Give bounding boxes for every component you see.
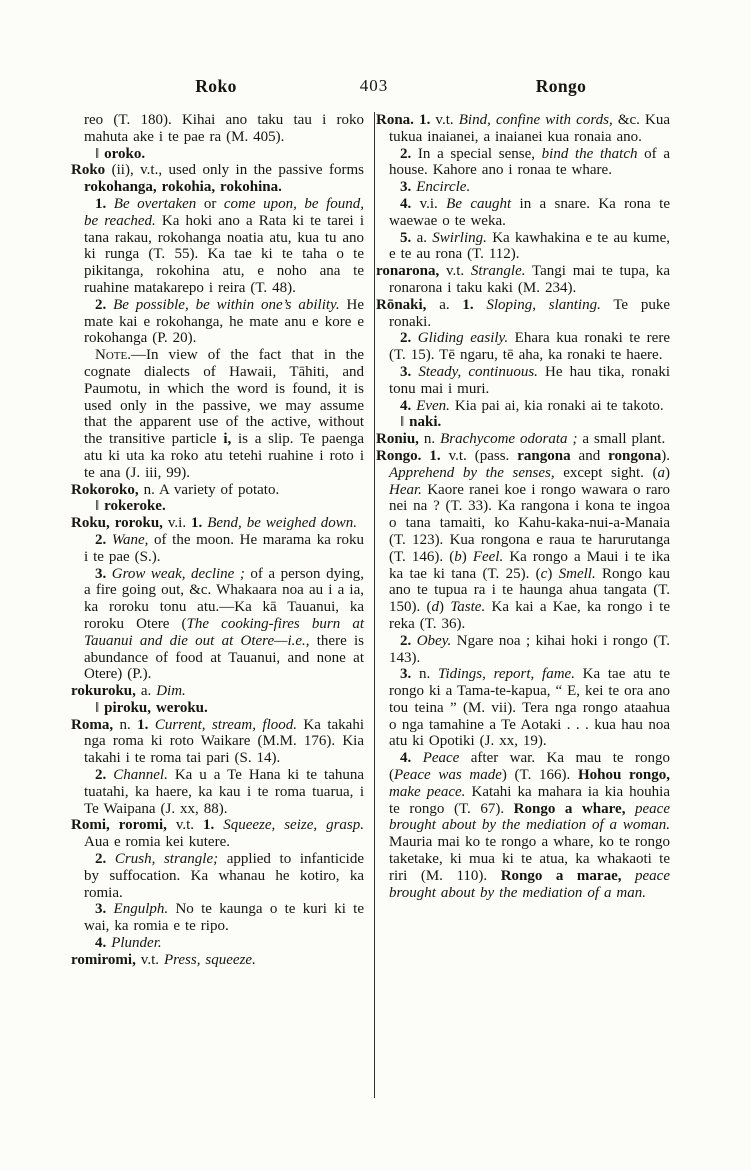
text-segment: after war. Ka mau te rongo ( (389, 750, 670, 784)
text-segment: peace brought about by the mediation of a man. (389, 867, 670, 901)
text-segment: ‖ (95, 498, 105, 515)
text-segment: rokohanga, rokohia, rokohina. (84, 179, 282, 196)
text-segment: Ka kai a Kae, ka rongo i te reka (T. 36). (389, 599, 670, 632)
text-segment: ‖ (95, 699, 105, 716)
text-segment: ) (665, 464, 670, 481)
text-segment: Note (95, 347, 128, 364)
dictionary-paragraph-sense (389, 398, 670, 415)
text-segment: a. (135, 683, 157, 700)
dictionary-paragraph-entry (71, 817, 365, 851)
text-segment: Even. (411, 397, 450, 414)
text-segment: ronarona, (376, 263, 440, 280)
text-segment: Sloping, slanting. (473, 296, 601, 313)
text-segment: Taste. (450, 599, 486, 616)
text-segment: romiromi, (71, 951, 136, 968)
text-segment: reo (T. 180). Kihai ano taku tau i roko mahuta ake i te pae ra (M. 405). (84, 112, 364, 145)
dictionary-paragraph-sense (84, 347, 364, 481)
text-segment: Gliding easily. (411, 330, 509, 347)
text-segment: piroku, weroku. (104, 699, 208, 716)
text-segment: Bind, confine with cords (458, 112, 609, 128)
dictionary-paragraph-entry (376, 447, 671, 633)
dictionary-paragraph-sense (84, 935, 364, 952)
dictionary-paragraph-sense (389, 230, 670, 264)
dictionary-paragraph-sense (84, 196, 364, 297)
text-segment: Rokoroko, (71, 481, 139, 498)
text-segment: Ka rongo a Maui i te ika ka tae ki tana (T. 25). ( (389, 548, 671, 582)
text-segment: v.i. (411, 195, 447, 212)
text-segment: ) (547, 565, 559, 582)
text-segment: 1. (462, 296, 474, 313)
text-segment: make peace. (389, 783, 466, 800)
text-segment: Roniu, (376, 431, 419, 448)
text-segment: Smell. (558, 565, 596, 582)
text-segment: oroko. (104, 145, 146, 162)
text-segment: Rongo a marae, (500, 867, 622, 884)
dictionary-paragraph-deriv (389, 414, 670, 431)
text-segment: 2. (95, 767, 107, 784)
text-segment: (ii), v.t., used only in the passive forms (105, 162, 364, 179)
text-segment: The cooking-fires burn at Tauanui and die out at Otere—i.e., (84, 615, 364, 649)
text-segment: Kaore ranei koe i rongo wawara o raro nei na ? (T. 33). Ka rangona i kona te ingoa o tana tamaiti, ko Kahu-kaka-nui-a-Manaia (T. 123). Kua rongona e raua te harurutanga (T. 146). ( (389, 481, 670, 565)
dictionary-paragraph-sense (84, 901, 364, 935)
text-segment: of a person dying, a fire going out, &c. Whakaara noa au i a ia, ka roroku tonu atu.—Ka kā Tauanui, ka roroku Otere ( (84, 565, 364, 632)
text-segment: Wane, (106, 531, 149, 548)
text-segment: He mate kai e rokohanga, he mate anu e kore e rokohanga (P. 20). (84, 296, 364, 347)
text-segment: 2. (400, 145, 412, 162)
text-segment: No te kaunga o te kuri ki te wai, ka romia e te ripo. (84, 901, 364, 935)
text-segment: Rona. (376, 112, 414, 128)
text-segment: a (657, 464, 665, 481)
text-segment: 4. (400, 750, 412, 767)
text-segment: Tidings, report, fame. (437, 666, 575, 683)
text-segment: 4. (95, 935, 107, 952)
dictionary-paragraph-entry (71, 481, 364, 499)
text-segment: Be overtaken (106, 195, 197, 212)
text-segment: Ngare noa ; kihai hoki i rongo (T. 143). (389, 632, 670, 666)
text-segment: 3. (400, 363, 412, 380)
text-segment: of a house. Kahore ano i ronaa te whare. (389, 145, 670, 179)
text-segment: rokuroku, (71, 683, 136, 700)
text-segment: Press, squeeze. (163, 951, 256, 968)
text-segment: there is abundance of food at Tauanui, and none at Otere) (P.). (84, 632, 364, 683)
text-segment: Steady, continuous. (411, 363, 538, 380)
dictionary-paragraph-deriv (84, 146, 364, 163)
text-segment: Rongo a whare, (513, 800, 626, 817)
text-segment: Rongo. (376, 447, 422, 464)
text-segment: 2. (95, 851, 107, 868)
text-segment: Current, stream, flood. (148, 716, 297, 733)
dictionary-paragraph-entry (376, 112, 671, 146)
text-segment: Ka hoki ano a Rata ki te tarei i tana rakau, rokohanga noatia atu, kua tu ano ki runga (T. 55). Ka tae ki te taha o te pikitanga, rokohina atu, e noho ana te ruahine matakarepo i reira (T. 48). (84, 212, 364, 296)
text-segment: Apprehend by the senses, (389, 464, 555, 481)
text-segment: Encircle. (411, 179, 471, 196)
text-segment: Peace was made (394, 767, 502, 784)
text-segment: v.t. (135, 951, 164, 968)
dictionary-paragraph-deriv (84, 498, 364, 515)
text-segment: Roma, (71, 716, 114, 733)
text-segment: 3. (95, 901, 107, 918)
dictionary-paragraph-entry (376, 431, 670, 448)
text-segment: 5. (400, 229, 412, 246)
text-segment: Ka u a Te Hana ki te tahuna tuatahi, ka haere, ka kau i te roma tuarua, i Te Waipana (J. xx, 88). (84, 767, 365, 817)
text-segment: 3. (400, 666, 412, 683)
text-segment: Ka tae atu te rongo ki a Tama-te-kapua, “ E, kei te ora ano tou teina ” (M. vii). Tera nga rongo ataahua o nga tamahine a Te Aotaki . . . kua hau noa atu ki Opotiki (J. xx, 19). (389, 666, 670, 750)
text-segment: Engulph. (106, 901, 169, 918)
text-segment: v.t. (439, 263, 471, 280)
text-segment: Obey. (411, 632, 452, 649)
left-column (71, 112, 365, 969)
text-segment: Peace (411, 750, 460, 767)
text-segment: Crush, strangle; (106, 851, 219, 868)
text-segment: Hear. (389, 481, 422, 498)
text-segment: .—In view of the fact that in the cognate dialects of Hawaii, Tāhiti, and Paumotu, in which the word is found, it is used only in the passive, we may assume that the apparent use of the active, without the transitive particle (84, 347, 364, 448)
dictionary-paragraph-entry (376, 263, 670, 297)
column-divider-rule (374, 112, 375, 1098)
text-segment: ) (461, 548, 473, 565)
dictionary-paragraph-entry (71, 683, 364, 700)
text-segment: 1. (203, 817, 215, 834)
text-segment: Romi, roromi, (71, 817, 167, 834)
dictionary-paragraph-sense (389, 179, 670, 196)
text-segment: Ehara kua ronaki te rere (T. 15). Tē ngaru, tē aha, ka ronaki te haere. (389, 330, 670, 364)
text-segment: 3. (400, 179, 412, 196)
dictionary-paragraph-entry (376, 296, 671, 331)
text-segment: n. (411, 666, 438, 683)
text-segment: v.t. (pass. (440, 447, 518, 464)
text-segment: , &c. Kua tukua inaianei, a inaianei kua ronaia ano. (389, 112, 671, 145)
text-segment: n. (418, 431, 441, 448)
text-segment: 1. (419, 112, 431, 128)
text-segment: Katahi ka mahara ia kia houhia te rongo (T. 67). (389, 783, 671, 817)
dictionary-paragraph-deriv (84, 700, 364, 717)
dictionary-paragraph-cont (84, 112, 364, 146)
text-segment: applied to infanticide by suffocation. Ka whanau he kotiro, ka romia. (84, 851, 364, 901)
guide-word-right: Rongo (535, 76, 587, 96)
text-segment: Te puke ronaki. (389, 296, 671, 330)
text-segment: naki. (409, 414, 442, 431)
text-segment: Aua e romia kei kutere. (84, 834, 230, 851)
text-segment: In a special sense, (411, 145, 542, 162)
dictionary-paragraph-sense (84, 767, 364, 817)
text-segment: n. (113, 716, 138, 733)
text-segment: is a slip. Te paenga atu ki uta ka roko atu tetehi ruahine i roto i te ana (J. iii, 99). (84, 431, 364, 481)
text-segment: Brachycome odorata ; (440, 431, 578, 448)
dictionary-paragraph-sense (389, 364, 670, 398)
text-segment: 3. (95, 565, 107, 582)
text-segment: Ka takahi nga roma ki roto Waikare (M.M. 176). Kia takahi i te roma tai pari (S. 14). (84, 716, 364, 767)
text-segment: Hohou rongo, (577, 767, 671, 784)
text-segment: Kia pai ai, kia ronaki ai te takoto. (449, 397, 664, 414)
text-segment: 2. (95, 296, 107, 313)
text-segment: of the moon. He marama ka roku i te pae (S.). (84, 531, 364, 565)
dictionary-paragraph-sense (389, 196, 670, 230)
dictionary-paragraph-sense (84, 851, 364, 901)
text-segment: ). (661, 447, 670, 464)
text-segment: b (454, 548, 462, 565)
text-segment: ‖ (95, 145, 105, 162)
dictionary-paragraph-entry (71, 716, 364, 767)
dictionary-paragraph-entry (71, 162, 364, 196)
text-segment: d (431, 599, 440, 616)
text-segment: v.i. (162, 515, 192, 532)
text-segment: ) (439, 599, 451, 616)
text-segment: rokeroke. (104, 498, 166, 515)
text-segment: Be possible, be within one’s ability. (106, 296, 340, 313)
text-segment: He hau tika, ronaki tonu mai i muri. (389, 363, 670, 397)
dictionary-paragraph-sense (389, 146, 670, 180)
text-segment: Be caught (446, 195, 512, 212)
text-segment: Strangle. (470, 263, 526, 280)
dictionary-paragraph-entry (71, 951, 364, 969)
text-segment: a. (426, 296, 463, 313)
text-segment: 2. (400, 632, 412, 649)
text-segment: a small plant. (577, 431, 666, 448)
guide-word-left: Roko (195, 76, 237, 96)
text-segment: or (196, 195, 224, 212)
text-segment: Roku, roroku, (71, 515, 163, 532)
dictionary-paragraph-sense (389, 330, 670, 364)
dictionary-paragraph-sense (389, 750, 670, 901)
text-segment: c (540, 565, 548, 582)
text-segment: Plunder. (106, 935, 162, 952)
text-segment: and (570, 447, 609, 464)
text-segment: Grow weak, decline ; (106, 565, 245, 582)
text-segment: Squeeze, seize, grasp. (214, 817, 365, 834)
text-segment: Swirling. (432, 229, 487, 246)
text-segment: Dim. (156, 683, 186, 700)
text-segment: i, (223, 431, 232, 448)
text-segment: Rōnaki, (376, 296, 427, 313)
text-segment: 1. (137, 716, 149, 733)
text-segment: rongona (608, 447, 662, 464)
dictionary-paragraph-sense (84, 566, 364, 684)
text-segment: Tangi mai te tupa, ka ronarona i taku kaki (M. 234). (389, 263, 670, 296)
text-segment: except sight. ( (554, 464, 658, 481)
dictionary-paragraph-sense (84, 297, 364, 347)
text-segment: Mauria mai ko te rongo a whare, ko te rongo taketake, ki mua ki te atua, ka whakaoti te riri (M. 110). (389, 834, 670, 884)
text-segment: 4. (400, 195, 412, 212)
text-segment: in a snare. Ka rona te waewae o te weka. (389, 195, 670, 229)
dictionary-paragraph-sense (389, 666, 670, 750)
text-segment: a. (411, 229, 433, 246)
text-segment: 1. (429, 447, 441, 464)
text-segment: Channel. (106, 767, 168, 784)
text-segment: come upon, be found, be reached. (84, 195, 364, 229)
text-segment: bind the thatch (541, 145, 638, 162)
text-segment: peace brought about by the mediation of a woman. (389, 800, 670, 834)
text-segment: 4. (400, 397, 412, 414)
text-segment: 1. (95, 195, 107, 212)
text-segment: Bend, be weighed down. (202, 515, 358, 532)
text-segment: Roko (71, 162, 106, 179)
text-segment: Ka kawhakina e te au kume, e te au rona (T. 112). (389, 229, 670, 263)
text-segment: 2. (95, 531, 107, 548)
dictionary-paragraph-sense (389, 633, 670, 667)
text-segment: n. A variety of potato. (138, 481, 280, 498)
text-segment: v.t. (166, 817, 203, 834)
text-segment: Rongo kau ano te tupua ra i te haunga ahua tangata (T. 150). ( (389, 565, 670, 616)
text-segment: 2. (400, 330, 412, 347)
text-segment: ) (T. 166). (501, 767, 578, 784)
right-column (376, 112, 671, 901)
page-number: 403 (359, 76, 389, 95)
dictionary-paragraph-entry (71, 515, 364, 532)
text-segment: rangona (517, 447, 571, 464)
dictionary-paragraph-sense (84, 532, 364, 566)
text-segment: v.t. (430, 112, 459, 128)
text-segment: ‖ (400, 414, 410, 431)
text-segment: Feel. (472, 548, 504, 565)
text-segment: 1. (191, 515, 203, 532)
